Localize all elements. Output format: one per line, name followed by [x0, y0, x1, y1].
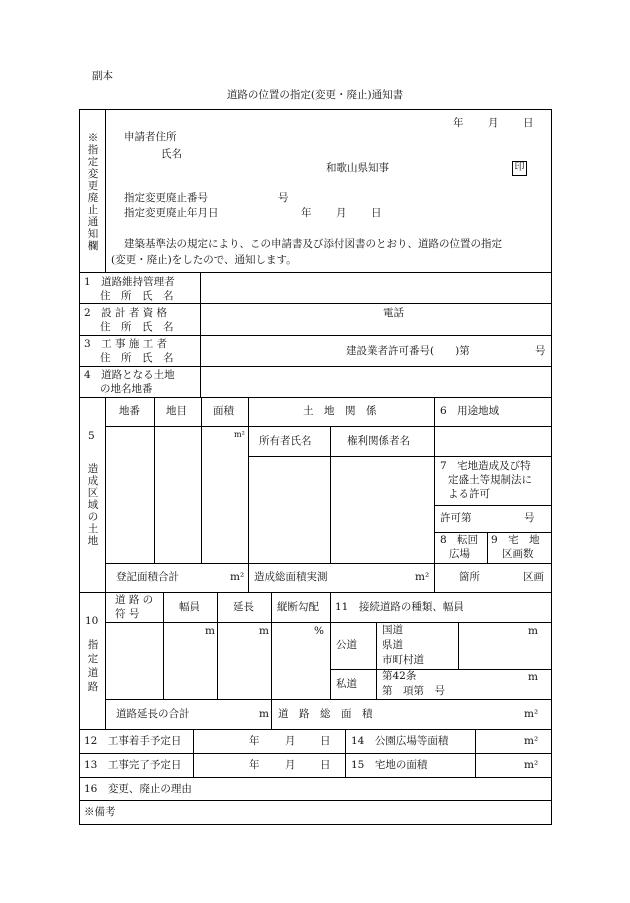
col-connect: 11 接続道路の種類、幅員 [335, 601, 464, 613]
number-label: 指定変更廃止番号 [124, 192, 208, 204]
private-road: 私道 [336, 678, 357, 690]
number-unit: 号 [278, 192, 289, 204]
turn-line1: 8 転回 [440, 534, 479, 546]
section10-number: 10 [85, 615, 99, 627]
road-length-total-unit: m [259, 708, 269, 720]
col-chiban: 地番 [119, 405, 140, 417]
row4-label: 4 道路となる土地 [84, 369, 175, 381]
area-unit-m2: m² [234, 430, 245, 439]
private-road-unit: m [528, 671, 538, 683]
road-length-total: 道路延長の合計 [116, 708, 190, 720]
notice-date-month: 月 [488, 117, 499, 129]
length-unit: m [259, 625, 269, 637]
reason-label: 16 変更、廃止の理由 [84, 783, 192, 795]
row1-sub: 住 所 氏 名 [100, 290, 174, 302]
start-day: 日 [320, 735, 331, 747]
col-land-relation: 土 地 関 係 [303, 405, 377, 417]
end-year: 年 [249, 759, 260, 771]
national-road: 国道 [382, 624, 403, 636]
col-use-zone: 6 用途地域 [440, 405, 500, 417]
permit-line1: 7 宅地造成及び特 [440, 460, 531, 472]
lots-unit: 区画 [523, 571, 544, 583]
municipal-road: 市町村道 [382, 654, 424, 666]
seal-mark: 印 [512, 161, 527, 176]
road-sign-line1: 道 路 の [115, 594, 154, 606]
permit-line2: 定盛土等規制法に [448, 474, 532, 486]
park-area-label: 14 公園広場等面積 [351, 735, 449, 747]
row1-label: 1 道路維持管理者 [84, 276, 175, 288]
row3-license: 建設業者許可番号( )第 [346, 345, 470, 357]
applicant-name: 氏名 [161, 148, 182, 160]
row2-phone: 電話 [383, 307, 404, 319]
places-unit: 箇所 [459, 571, 480, 583]
road-sign-line2: 符 号 [115, 608, 140, 620]
slope-unit: % [314, 625, 324, 637]
road-area-total: 道 路 総 面 積 [278, 708, 373, 720]
row3-label: 3 工 事 施 工 者 [84, 338, 168, 350]
lot-area-unit: m² [524, 759, 539, 771]
col-rights: 権利関係者名 [347, 435, 410, 447]
col-width: 幅員 [179, 601, 200, 613]
notice-text-line1: 建築基準法の規定により、この申請書及び添付図書のとおり、道路の位置の指定 [124, 238, 502, 250]
col-length: 延長 [233, 601, 254, 613]
lots-line1: 9 宅 地 [491, 534, 540, 546]
remarks-label: ※備考 [84, 806, 116, 818]
section5-number: 5 [88, 430, 95, 442]
applicant-address: 申請者住所 [124, 131, 177, 143]
public-road: 公道 [336, 639, 357, 651]
width-unit: m [205, 625, 215, 637]
notice-date-day: 日 [523, 117, 534, 129]
col-slope: 縦断勾配 [277, 601, 319, 613]
date-label: 指定変更廃止年月日 [124, 207, 219, 219]
date-day: 日 [371, 207, 382, 219]
date-month: 月 [336, 207, 347, 219]
end-day: 日 [320, 759, 331, 771]
article42: 第42条 [382, 670, 417, 682]
developed-total-unit: m² [415, 571, 430, 583]
notice-text-line2: (変更・廃止)をしたので、通知します。 [111, 254, 297, 266]
end-month: 月 [285, 759, 296, 771]
col-owner: 所有者氏名 [259, 435, 312, 447]
article42-item: 第 項第 号 [382, 685, 445, 697]
date-year: 年 [301, 207, 312, 219]
row3-license-unit: 号 [535, 345, 546, 357]
col-menseki: 面積 [213, 405, 234, 417]
notice-side-label: ※指定変更廃止通知欄 [87, 132, 99, 252]
row4-sub: の地名地番 [100, 383, 153, 395]
lot-area-label: 15 宅地の面積 [351, 759, 428, 771]
developed-total: 造成総面積実測 [254, 571, 328, 583]
permit-line3: よる許可 [448, 488, 490, 500]
row2-sub: 住 所 氏 名 [100, 321, 174, 333]
road-area-total-unit: m² [524, 708, 539, 720]
park-area-unit: m² [524, 735, 539, 747]
copy-label: 副本 [92, 70, 113, 82]
section5-side-label: 造成区域の土地 [87, 463, 99, 547]
start-month: 月 [285, 735, 296, 747]
registered-total: 登記面積合計 [116, 571, 179, 583]
turn-line2: 広場 [449, 548, 470, 560]
permit-no: 許可第 [440, 512, 472, 524]
governor-name: 和歌山県知事 [326, 162, 389, 174]
end-date-label: 13 工事完了予定日 [84, 759, 182, 771]
section10-side-label: 指定道路 [87, 639, 99, 693]
row3-sub: 住 所 氏 名 [100, 352, 174, 364]
row2-label: 2 設 計 者 資 格 [84, 307, 168, 319]
prefectural-road: 県道 [382, 639, 403, 651]
permit-unit: 号 [524, 512, 535, 524]
public-road-unit: m [528, 625, 538, 637]
start-date-label: 12 工事着手予定日 [84, 735, 182, 747]
col-chimoku: 地目 [166, 405, 187, 417]
lots-line2: 区画数 [502, 548, 534, 560]
notice-date-year: 年 [453, 117, 464, 129]
registered-total-unit: m² [230, 571, 245, 583]
start-year: 年 [249, 735, 260, 747]
document-title: 道路の位置の指定(変更・廃止)通知書 [226, 89, 404, 101]
